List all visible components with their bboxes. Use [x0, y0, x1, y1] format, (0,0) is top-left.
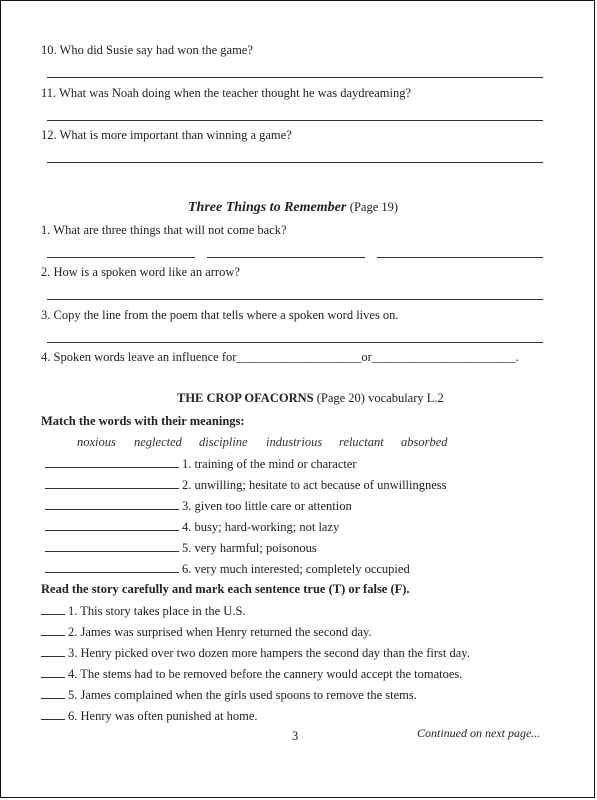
answer-line: [47, 299, 543, 300]
definition-row: [45, 498, 352, 514]
section-title-text: Three Things to Remember: [188, 200, 347, 215]
tf-text: 5. James complained when the girls used spoons to remove the stems.: [68, 688, 417, 702]
definition-row: [45, 540, 317, 556]
tf-text: 3. Henry picked over two dozen more hampers the second day than the first day.: [68, 646, 470, 660]
tf-text: 4. The stems had to be removed before the cannery would accept the tomatoes.: [68, 667, 463, 681]
section-title-three-things: [188, 200, 398, 216]
answer-blank: [45, 561, 179, 573]
definition-text: 2. unwilling; hesitate to act because of unwillingness: [182, 478, 447, 492]
answer-blank: [41, 666, 65, 678]
answer-blank: [41, 645, 65, 657]
question-11: 11. What was Noah doing when the teacher thought he was daydreaming?: [41, 86, 412, 100]
s1-question-2: 2. How is a spoken word like an arrow?: [41, 265, 240, 279]
definition-text: 6. very much interested; completely occupied: [182, 562, 410, 576]
tf-item: [41, 708, 258, 724]
definition-text: 3. given too little care or attention: [182, 499, 352, 513]
tf-text: 1. This story takes place in the U.S.: [68, 604, 246, 618]
section-title-crop-of-acorns: [177, 391, 444, 406]
word-bank-item: noxious: [77, 435, 116, 449]
tf-item: [41, 687, 417, 703]
answer-blank: [45, 498, 179, 510]
s1-question-1: 1. What are three things that will not come back?: [41, 223, 287, 237]
answer-line: [377, 257, 543, 258]
answer-line: [47, 77, 543, 78]
tf-text: 6. Henry was often punished at home.: [68, 709, 258, 723]
word-bank-item: absorbed: [401, 435, 448, 449]
question-10: 10. Who did Susie say had won the game?: [41, 43, 253, 57]
tf-item: [41, 624, 372, 640]
answer-blank: [41, 708, 65, 720]
answer-line: [207, 257, 365, 258]
answer-blank: [45, 519, 179, 531]
answer-blank: [45, 477, 179, 489]
answer-line: [47, 342, 543, 343]
tf-item: [41, 666, 462, 682]
answer-line: [47, 120, 543, 121]
answer-blank: [41, 687, 65, 699]
answer-blank: [41, 624, 65, 636]
answer-blank: [41, 603, 65, 615]
answer-line: [47, 257, 195, 258]
definition-row: [45, 477, 447, 493]
definition-text: 1. training of the mind or character: [182, 457, 357, 471]
definition-text: 4. busy; hard-working; not lazy: [182, 520, 340, 534]
definition-row: [45, 519, 339, 535]
word-bank-item: reluctant: [339, 435, 384, 449]
s1-question-4: 4. Spoken words leave an influence for____________________or_______________________.: [41, 350, 519, 364]
tf-item: [41, 645, 470, 661]
section-page-ref: (Page 20) vocabulary L.2: [316, 391, 444, 405]
definition-row: [45, 561, 410, 577]
question-12: 12. What is more important than winning a game?: [41, 128, 292, 142]
true-false-heading: Read the story carefully and mark each sentence true (T) or false (F).: [41, 582, 410, 596]
answer-blank: [45, 540, 179, 552]
s1-question-3: 3. Copy the line from the poem that tells where a spoken word lives on.: [41, 308, 399, 322]
tf-item: [41, 603, 246, 619]
word-bank-item: industrious: [266, 435, 323, 449]
answer-blank: [45, 456, 179, 468]
word-bank-item: neglected: [134, 435, 182, 449]
page-number: 3: [292, 729, 299, 743]
section-page-ref: (Page 19): [349, 200, 399, 214]
section-title-text: THE CROP OFACORNS: [177, 391, 314, 405]
definition-text: 5. very harmful; poisonous: [182, 541, 317, 555]
tf-text: 2. James was surprised when Henry returned the second day.: [68, 625, 372, 639]
match-heading: Match the words with their meanings:: [41, 414, 245, 428]
word-bank-item: discipline: [199, 435, 248, 449]
answer-line: [47, 162, 543, 163]
continued-note: Continued on next page...: [417, 726, 541, 740]
definition-row: [45, 456, 357, 472]
